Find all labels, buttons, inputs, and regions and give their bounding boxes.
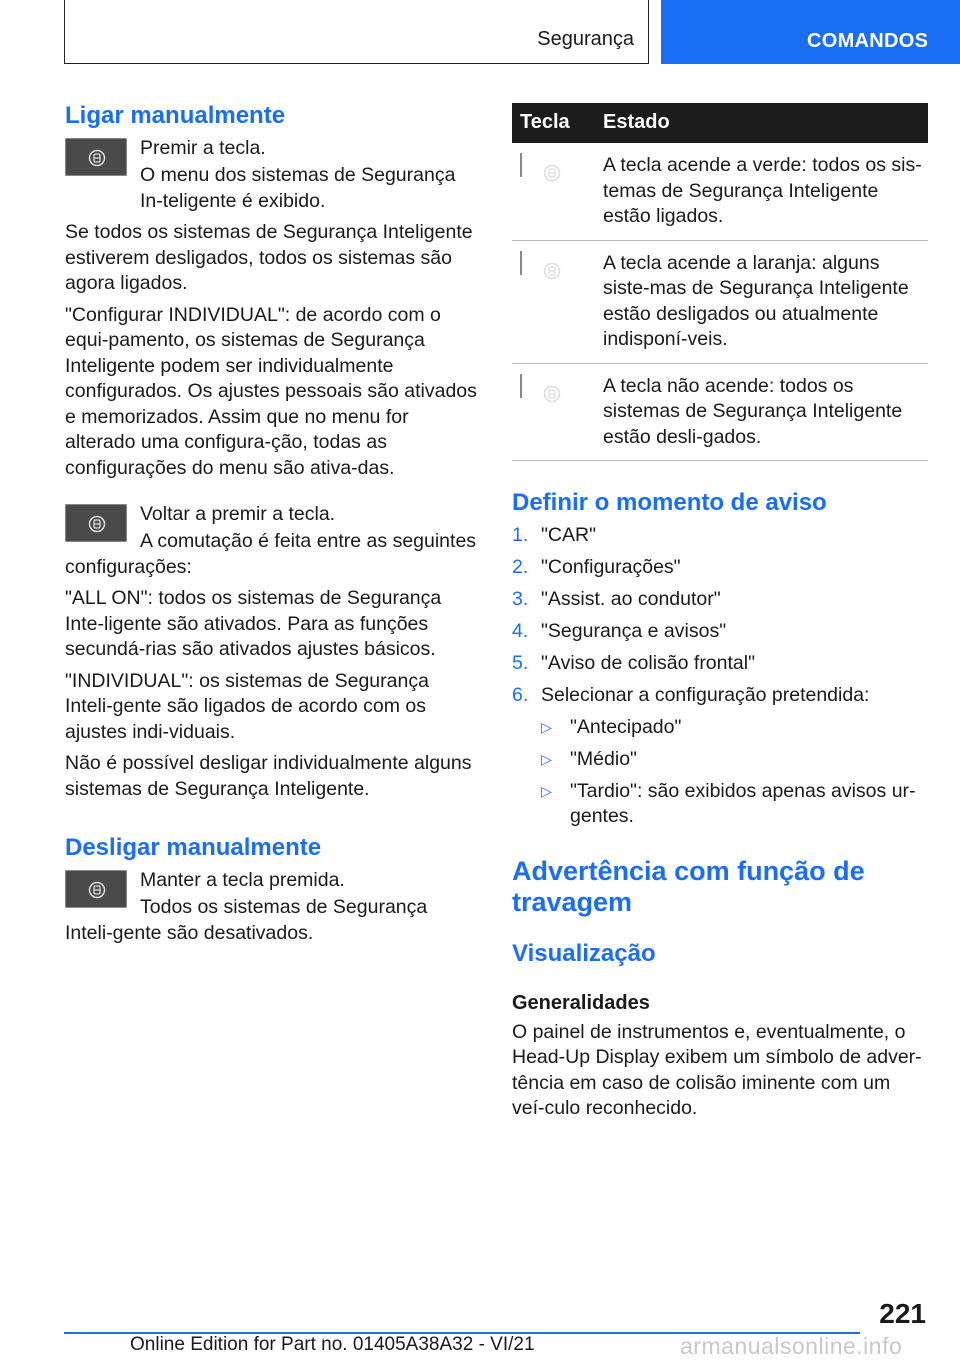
heading-advertencia-travagem: Advertência com função de travagem xyxy=(512,855,865,917)
paragraph: "Configurar INDIVIDUAL": de acordo com o equi-pamento, os sistemas de Segurança Inteligente podem ser individualmente configurados. Os ajustes pessoais são ativados e memorizados. Assim que no menu for alterado uma configura-ção, todas as configurações do menu são ativa-das. xyxy=(65,303,477,479)
step-list xyxy=(512,523,928,709)
heading-ligar-manualmente: Ligar manualmente xyxy=(65,102,286,129)
column-header-state: Estado xyxy=(595,103,928,143)
footer-edition: Online Edition for Part no. 01405A38A32 - VI/21 xyxy=(130,1334,535,1355)
heading-visualizacao: Visualização xyxy=(512,939,656,967)
key-state-table xyxy=(512,103,928,461)
table-cell-key xyxy=(512,363,595,461)
key-instruction-1 xyxy=(65,136,480,176)
page-number: 221 xyxy=(879,1298,926,1329)
heading-desligar-manualmente: Desligar manualmente xyxy=(65,834,322,861)
option-list xyxy=(512,715,928,830)
table-cell-state: A tecla acende a verde: todos os sis-temas de Segurança Inteligente estão ligados. xyxy=(595,143,928,240)
table-row xyxy=(512,143,928,240)
step-text: Selecionar a configuração pretendida: xyxy=(541,684,870,706)
paragraph: Manter a tecla premida. xyxy=(140,869,345,891)
triangle-right-icon: ▷ xyxy=(541,750,552,767)
paragraph: "ALL ON": todos os sistemas de Segurança Inte-ligente são ativados. Para as funções secundá-rias são ativados ajustes básicos. xyxy=(65,587,442,660)
triangle-right-icon: ▷ xyxy=(541,782,552,799)
table-cell-state: A tecla acende a laranja: alguns siste-mas de Segurança Inteligente estão desligados ou atualmente indisponí-veis. xyxy=(595,240,928,363)
key-instruction-3 xyxy=(65,868,480,908)
driving-assistant-key-icon xyxy=(65,504,127,542)
list-item xyxy=(512,555,928,581)
table-cell-key xyxy=(512,143,595,240)
step-text: "CAR" xyxy=(541,524,597,546)
step-number: 3. xyxy=(512,588,529,610)
driving-assistant-key-icon xyxy=(520,374,522,398)
paragraph-text: Todos os sistemas de Segurança Inteli-gente são desativados. xyxy=(65,896,428,944)
key-instruction-2 xyxy=(65,502,480,542)
list-item xyxy=(512,651,928,677)
step-text: "Segurança e avisos" xyxy=(541,620,727,642)
step-number: 4. xyxy=(512,620,529,642)
driving-assistant-key-icon xyxy=(520,251,522,275)
step-number: 6. xyxy=(512,684,529,706)
step-text: "Aviso de colisão frontal" xyxy=(541,652,756,674)
table-row xyxy=(512,240,928,363)
heading-definir-momento-aviso: Definir o momento de aviso xyxy=(512,489,827,516)
table-header-row xyxy=(512,103,928,143)
list-item xyxy=(512,715,928,741)
option-text: "Médio" xyxy=(570,747,637,770)
table-row xyxy=(512,363,928,461)
option-text: "Tardio": são exibidos apenas avisos ur-gentes. xyxy=(570,779,916,827)
paragraph: Se todos os sistemas de Segurança Inteligente estiverem desligados, todos os sistemas são agora ligados. xyxy=(65,221,473,294)
list-item xyxy=(512,779,928,830)
heading-generalidades: Generalidades xyxy=(512,991,650,1014)
option-text: "Antecipado" xyxy=(570,715,682,738)
paragraph: O painel de instrumentos e, eventualmente, o Head-Up Display exibem um símbolo de adver-tência em caso de colisão iminente com um veí-culo reconhecido. xyxy=(512,1020,922,1119)
column-header-key: Tecla xyxy=(512,103,595,143)
paragraph-text: A comutação é feita entre as seguintes configurações: xyxy=(65,530,477,578)
paragraph: Voltar a premir a tecla. xyxy=(140,503,336,525)
step-number: 2. xyxy=(512,556,529,578)
header-frame xyxy=(64,0,649,64)
list-item xyxy=(512,683,928,709)
list-item xyxy=(512,523,928,549)
table-cell-state: A tecla não acende: todos os sistemas de Segurança Inteligente estão desli-gados. xyxy=(595,363,928,461)
driving-assistant-key-icon xyxy=(520,153,522,177)
step-text: "Configurações" xyxy=(541,556,681,578)
header-section-title: Segurança xyxy=(537,28,634,50)
paragraph: Não é possível desligar individualmente alguns sistemas de Segurança Inteligente. xyxy=(65,752,472,800)
list-item xyxy=(512,747,928,773)
footer-watermark: armanualsonline.info xyxy=(680,1333,903,1359)
paragraph: "INDIVIDUAL": os sistemas de Segurança Inteli-gente são ligados de acordo com os ajustes indi-viduais. xyxy=(65,669,429,743)
driving-assistant-key-icon xyxy=(65,138,127,176)
driving-assistant-key-icon xyxy=(65,870,127,908)
paragraph-text: O menu dos sistemas de Segurança In-teligente é exibido. xyxy=(140,164,456,212)
step-number: 5. xyxy=(512,652,529,674)
list-item xyxy=(512,587,928,613)
table-cell-key xyxy=(512,240,595,363)
right-column xyxy=(512,103,928,1122)
step-text: "Assist. ao condutor" xyxy=(541,588,721,610)
list-item xyxy=(512,619,928,645)
header-chapter-tab: COMANDOS xyxy=(661,0,960,64)
left-column xyxy=(65,100,480,946)
paragraph: Premir a tecla. xyxy=(140,137,266,159)
step-number: 1. xyxy=(512,524,529,546)
triangle-right-icon: ▷ xyxy=(541,718,552,735)
